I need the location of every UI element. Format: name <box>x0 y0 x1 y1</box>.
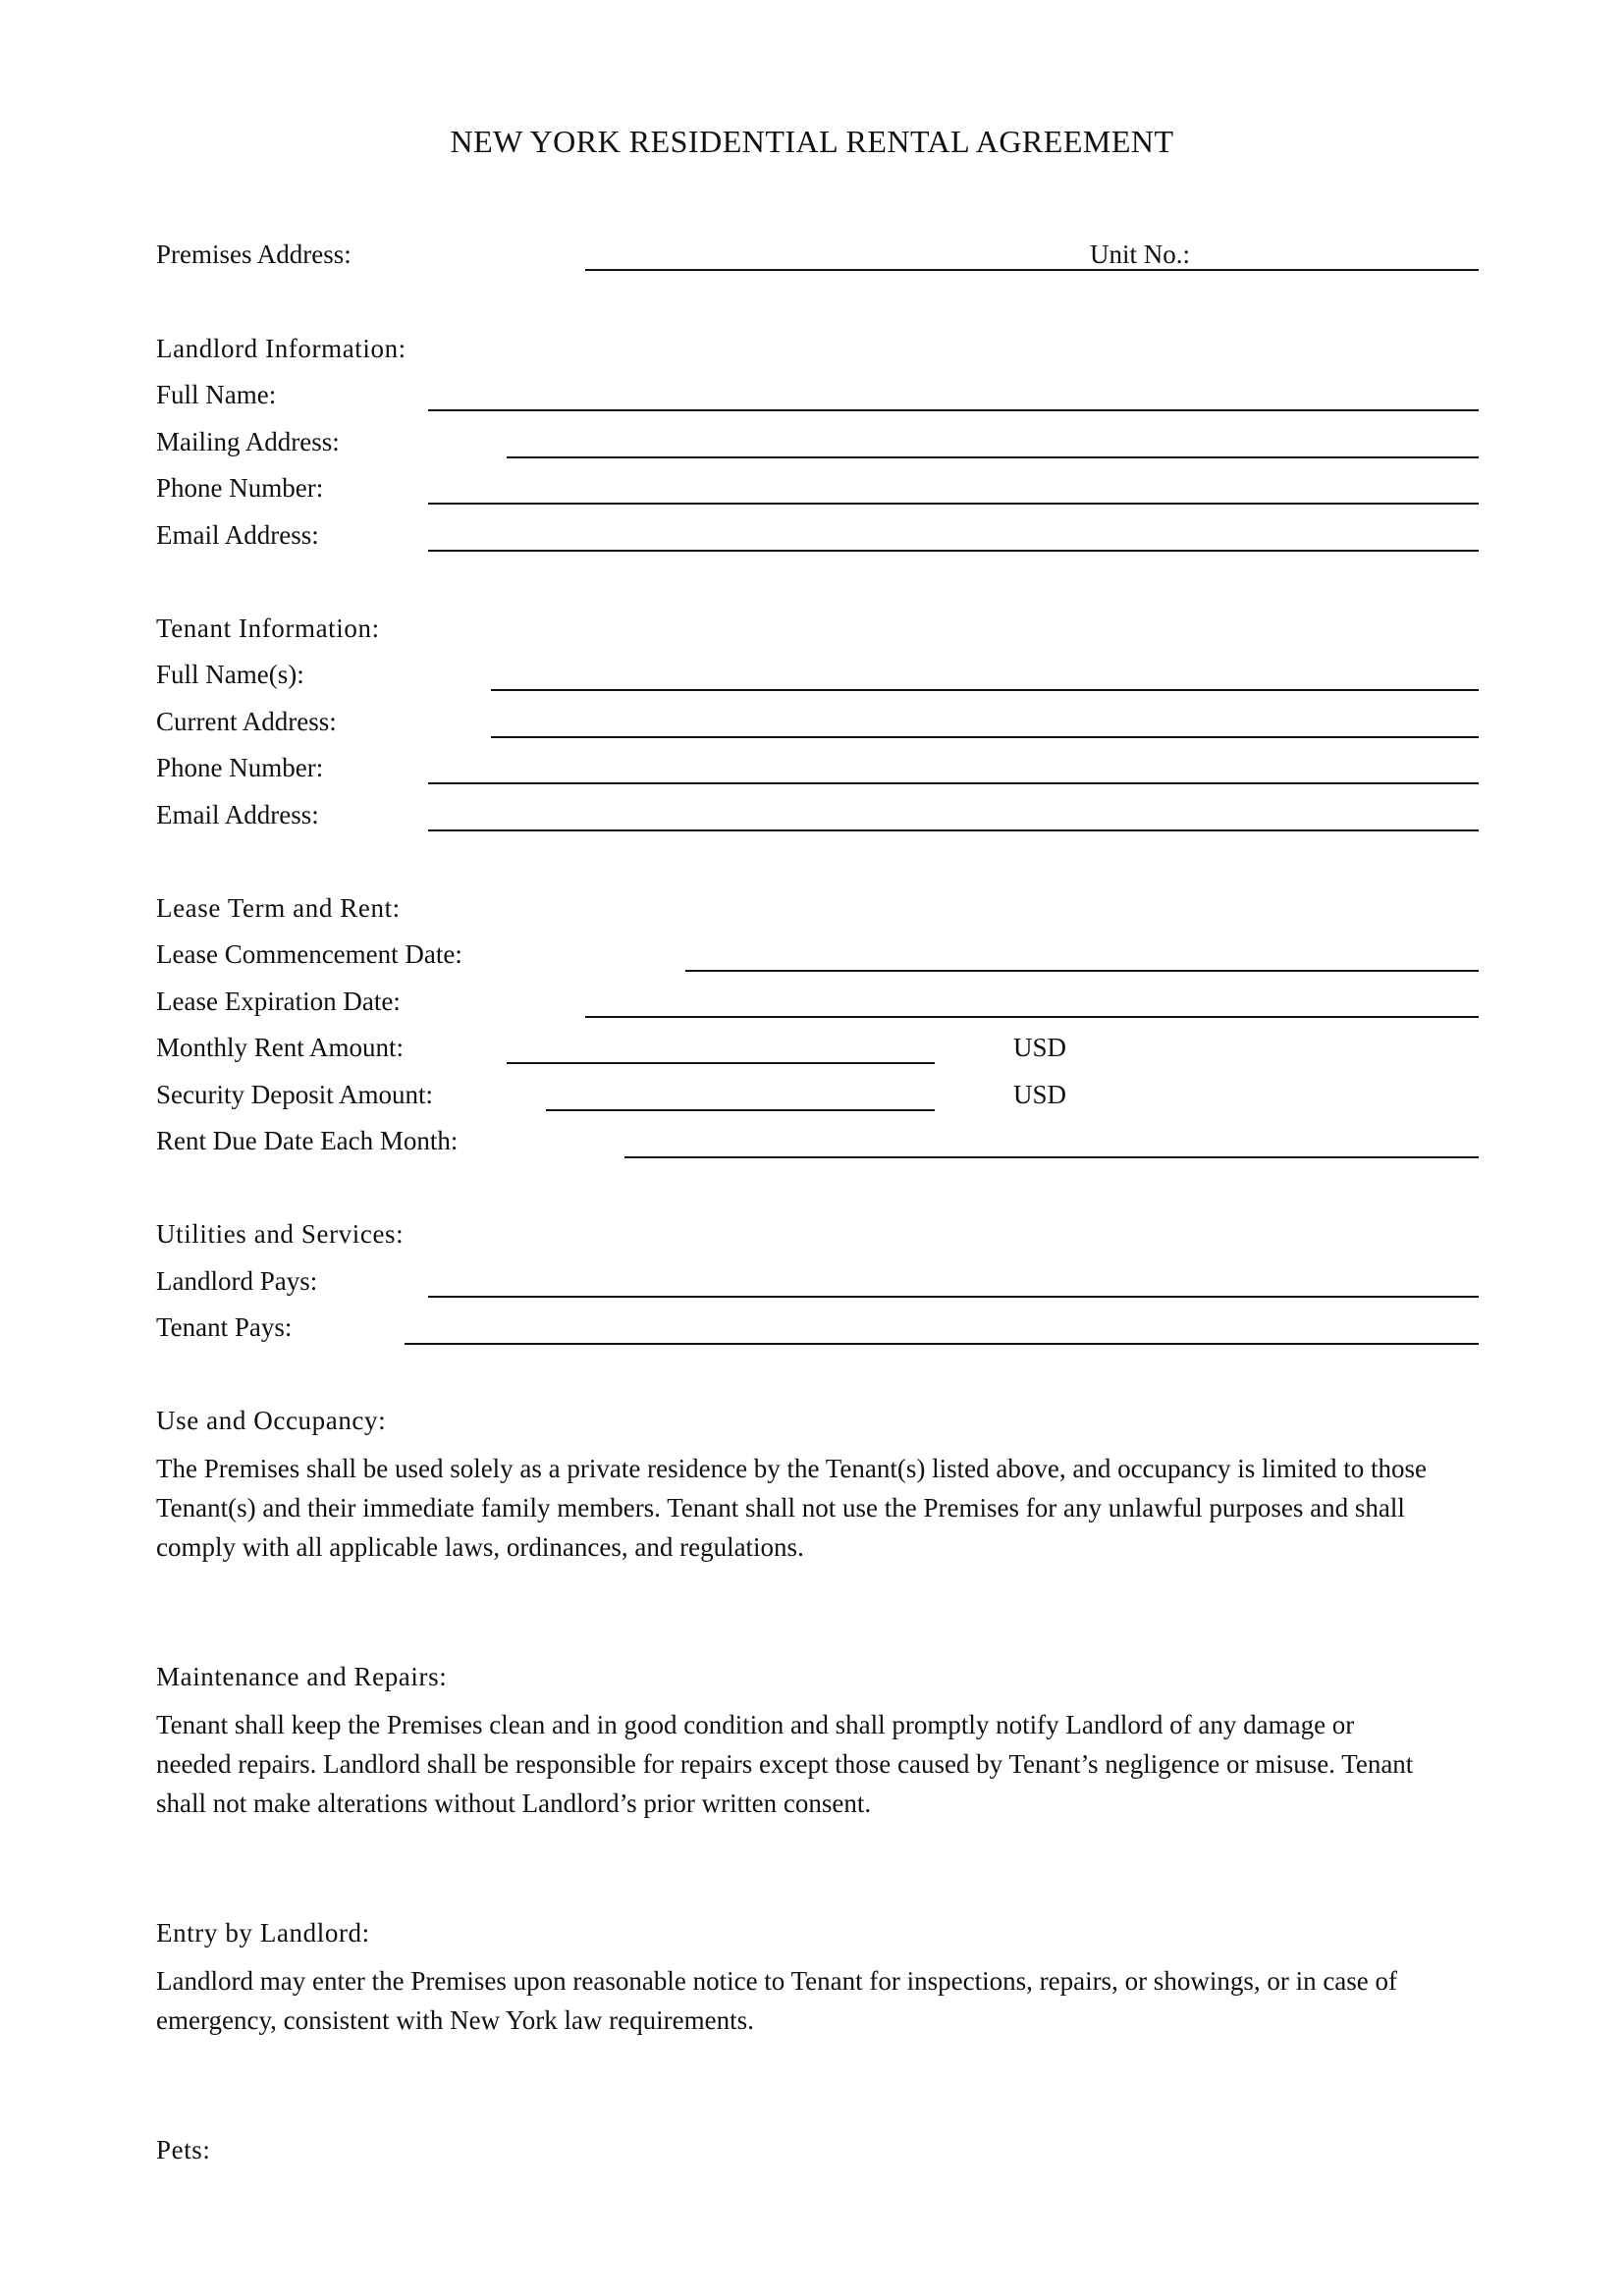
security-deposit-label: Security Deposit Amount: <box>156 1080 433 1109</box>
landlord-section-heading: Landlord Information: <box>156 334 406 363</box>
security-deposit-currency: USD <box>1013 1080 1067 1109</box>
landlord-pays-field[interactable] <box>428 1296 1479 1298</box>
landlord-mailing-address-label: Mailing Address: <box>156 427 340 456</box>
paragraph-line: Tenant shall keep the Premises clean and in good condition and shall promptly notify Landlord of any damage or <box>156 1710 1355 1739</box>
landlord-pays-label: Landlord Pays: <box>156 1266 318 1296</box>
security-deposit-field[interactable] <box>546 1109 935 1111</box>
tenant-pays-field[interactable] <box>405 1343 1479 1345</box>
tenant-current-address-label: Current Address: <box>156 707 337 736</box>
paragraph-line: comply with all applicable laws, ordinances, and regulations. <box>156 1532 804 1562</box>
landlord-email-label: Email Address: <box>156 520 319 550</box>
unit-number-label: Unit No.: <box>1090 240 1191 269</box>
paragraph-line: Landlord may enter the Premises upon reasonable notice to Tenant for inspections, repairs, or showings, or in case of <box>156 1966 1398 1996</box>
tenant-full-names-field[interactable] <box>491 689 1479 691</box>
rent-due-date-field[interactable] <box>624 1156 1479 1158</box>
tenant-full-names-label: Full Name(s): <box>156 660 304 689</box>
rent-due-date-label: Rent Due Date Each Month: <box>156 1126 459 1155</box>
paragraph-line: The Premises shall be used solely as a private residence by the Tenant(s) listed above, and occupancy is limited to those <box>156 1454 1427 1483</box>
monthly-rent-currency: USD <box>1013 1033 1067 1062</box>
premises-address-label: Premises Address: <box>156 240 352 269</box>
premises-address-field[interactable] <box>585 269 1479 271</box>
monthly-rent-label: Monthly Rent Amount: <box>156 1033 405 1062</box>
entry-paragraph <box>156 1961 1482 2040</box>
tenant-section-heading: Tenant Information: <box>156 614 380 643</box>
lease-section-heading: Lease Term and Rent: <box>156 893 401 923</box>
lease-commencement-label: Lease Commencement Date: <box>156 939 462 969</box>
landlord-full-name-field[interactable] <box>428 409 1479 411</box>
maintenance-paragraph <box>156 1705 1482 1823</box>
paragraph-line: emergency, consistent with New York law requirements. <box>156 2005 754 2035</box>
landlord-email-field[interactable] <box>428 550 1479 552</box>
tenant-email-field[interactable] <box>428 829 1479 831</box>
paragraph-line: needed repairs. Landlord shall be responsible for repairs except those caused by Tenant’s negligence or misuse. Tenant <box>156 1749 1414 1779</box>
tenant-current-address-field[interactable] <box>491 736 1479 738</box>
utilities-section-heading: Utilities and Services: <box>156 1219 405 1249</box>
tenant-email-label: Email Address: <box>156 800 319 829</box>
landlord-mailing-address-field[interactable] <box>507 456 1479 458</box>
use-occupancy-heading: Use and Occupancy: <box>156 1406 387 1435</box>
entry-heading: Entry by Landlord: <box>156 1918 370 1948</box>
monthly-rent-field[interactable] <box>507 1062 935 1064</box>
tenant-phone-label: Phone Number: <box>156 753 324 782</box>
lease-expiration-field[interactable] <box>585 1016 1479 1018</box>
landlord-phone-field[interactable] <box>428 503 1479 505</box>
paragraph-line: Tenant(s) and their immediate family members. Tenant shall not use the Premises for any unlawful purposes and shall <box>156 1493 1405 1522</box>
lease-expiration-label: Lease Expiration Date: <box>156 987 401 1016</box>
document-title: NEW YORK RESIDENTIAL RENTAL AGREEMENT <box>450 124 1174 159</box>
use-occupancy-paragraph <box>156 1449 1482 1567</box>
pets-heading: Pets: <box>156 2135 211 2164</box>
maintenance-heading: Maintenance and Repairs: <box>156 1662 448 1691</box>
tenant-phone-field[interactable] <box>428 782 1479 784</box>
lease-commencement-field[interactable] <box>685 970 1479 972</box>
tenant-pays-label: Tenant Pays: <box>156 1312 293 1342</box>
landlord-phone-label: Phone Number: <box>156 473 324 503</box>
landlord-full-name-label: Full Name: <box>156 380 277 409</box>
paragraph-line: shall not make alterations without Landlord’s prior written consent. <box>156 1789 872 1818</box>
